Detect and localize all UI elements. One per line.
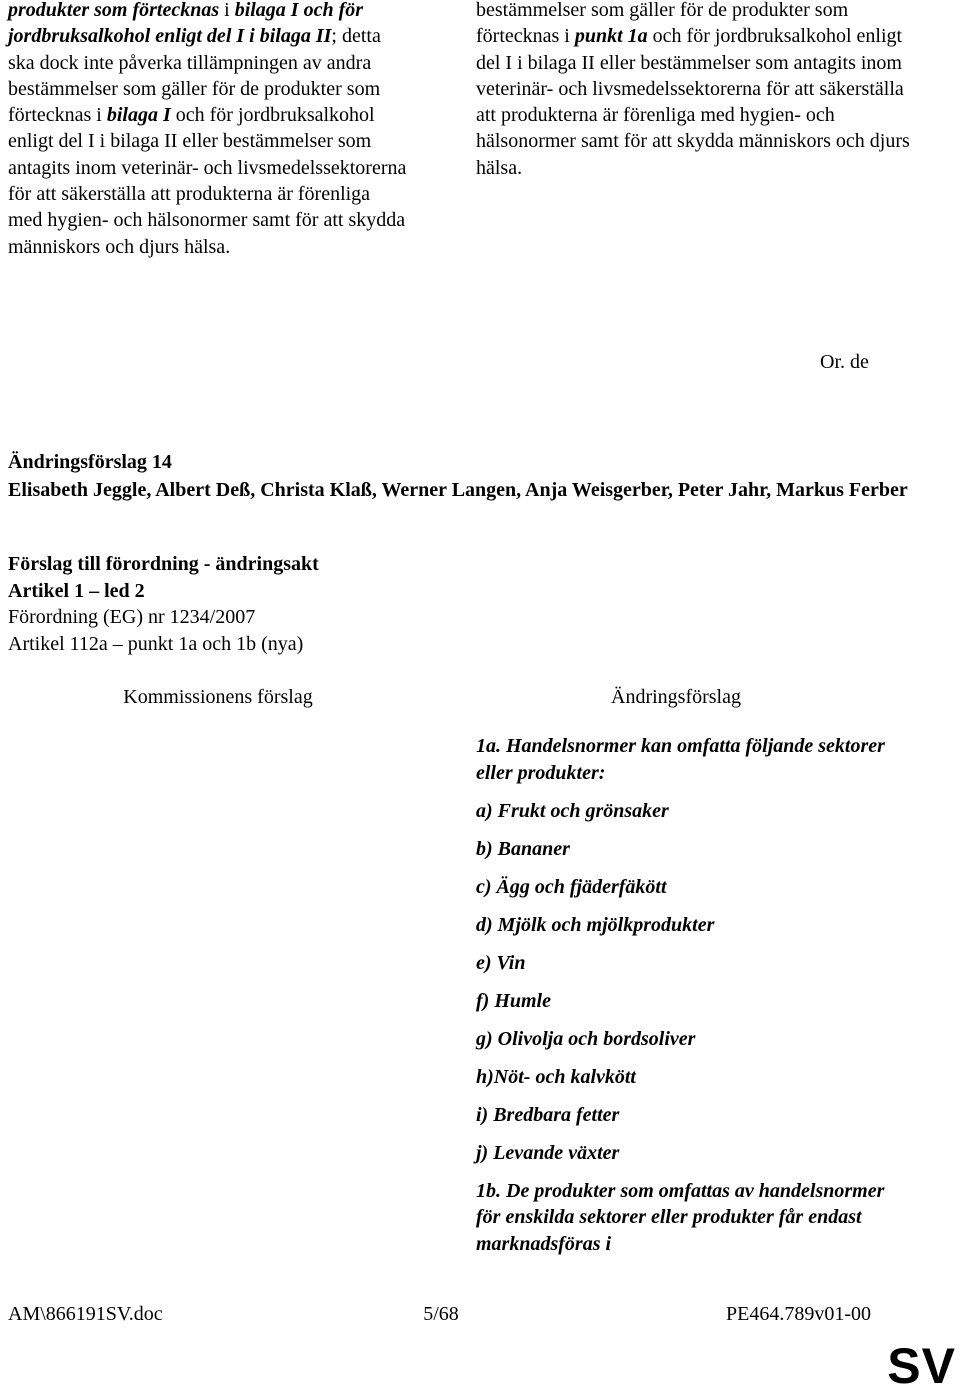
text-fragment: punkt 1a	[574, 25, 648, 48]
proposal-reference	[8, 551, 708, 657]
text-fragment: bestämmelser som gäller för de produkter som förtecknas i	[476, 0, 849, 48]
sector-item: h)Nöt- och kalvkött	[476, 1065, 636, 1088]
amendment-intro: 1a. Handelsnormer kan omfatta följande sektorer eller produkter:	[476, 735, 885, 784]
sector-item: i) Bredbara fetter	[476, 1103, 620, 1126]
commission-proposal-header: Kommissionens förslag	[123, 686, 313, 708]
left-column-text	[8, 0, 408, 260]
sector-item: j) Levande växter	[476, 1141, 620, 1164]
right-column-text	[476, 0, 916, 181]
footer-pe-ref: PE464.789v01-00	[726, 1303, 871, 1325]
proposal-point: Artikel 112a – punkt 1a och 1b (nya)	[8, 632, 304, 655]
original-language: Or. de	[820, 351, 869, 373]
sector-item: b) Bananer	[476, 837, 570, 860]
sector-item: g) Olivolja och bordsoliver	[476, 1027, 696, 1050]
amendment-title: Ändringsförslag 14	[8, 451, 172, 473]
text-fragment: och för jordbruksalkohol enligt del I i bilaga II eller bestämmelser som antagits inom veterinär- och livsmedelssektorerna för att säkerställa att produkterna är förenliga med hygien- och hälsonormer samt för att skydda människors och djurs hälsa.	[476, 25, 910, 179]
sector-item: c) Ägg och fjäderfäkött	[476, 875, 667, 898]
amendment-header	[8, 448, 948, 504]
sector-item: a) Frukt och grönsaker	[476, 799, 669, 822]
amendment-outro: 1b. De produkter som omfattas av handelsnormer för enskilda sektorer eller produkter får endast marknadsföras i	[476, 1179, 885, 1255]
amendment-header-right: Ändringsförslag	[611, 686, 741, 708]
language-code: SV	[887, 1338, 956, 1394]
proposal-regulation: Förordning (EG) nr 1234/2007	[8, 606, 256, 628]
text-fragment: bilaga I och	[234, 0, 334, 21]
sector-item: e) Vin	[476, 951, 526, 974]
text-fragment: produkter som förtecknas	[8, 0, 220, 21]
proposal-article: Artikel 1 – led 2	[8, 579, 145, 602]
text-fragment: bilaga I	[106, 104, 171, 127]
sector-item: f) Humle	[476, 989, 551, 1012]
sector-item: d) Mjölk och mjölkprodukter	[476, 913, 715, 936]
text-fragment: ; detta ska dock inte påverka tillämpningen av andra bestämmelser som gäller för de produkter som förtecknas i	[8, 25, 381, 127]
amendment-authors: Elisabeth Jeggle, Albert Deß, Christa Klaß, Werner Langen, Anja Weisgerber, Peter Jahr, Markus Ferber	[8, 479, 908, 501]
footer-page-number: 5/68	[423, 1303, 459, 1325]
sector-list	[476, 798, 896, 1167]
footer-doc-ref: AM\866191SV.doc	[8, 1303, 163, 1325]
text-fragment: för jordbruksalkohol enligt del I i bilaga II	[8, 0, 364, 48]
amendment-content	[476, 733, 896, 1257]
text-fragment: i	[219, 0, 235, 21]
proposal-type: Förslag till förordning - ändringsakt	[8, 553, 319, 575]
text-fragment: och för jordbruksalkohol enligt del I i bilaga II eller bestämmelser som antagits inom veterinär- och livsmedelssektorerna för att säkerställa att produkterna är förenliga med hygien- och hälsonormer samt för att skydda människors och djurs hälsa.	[8, 104, 407, 258]
